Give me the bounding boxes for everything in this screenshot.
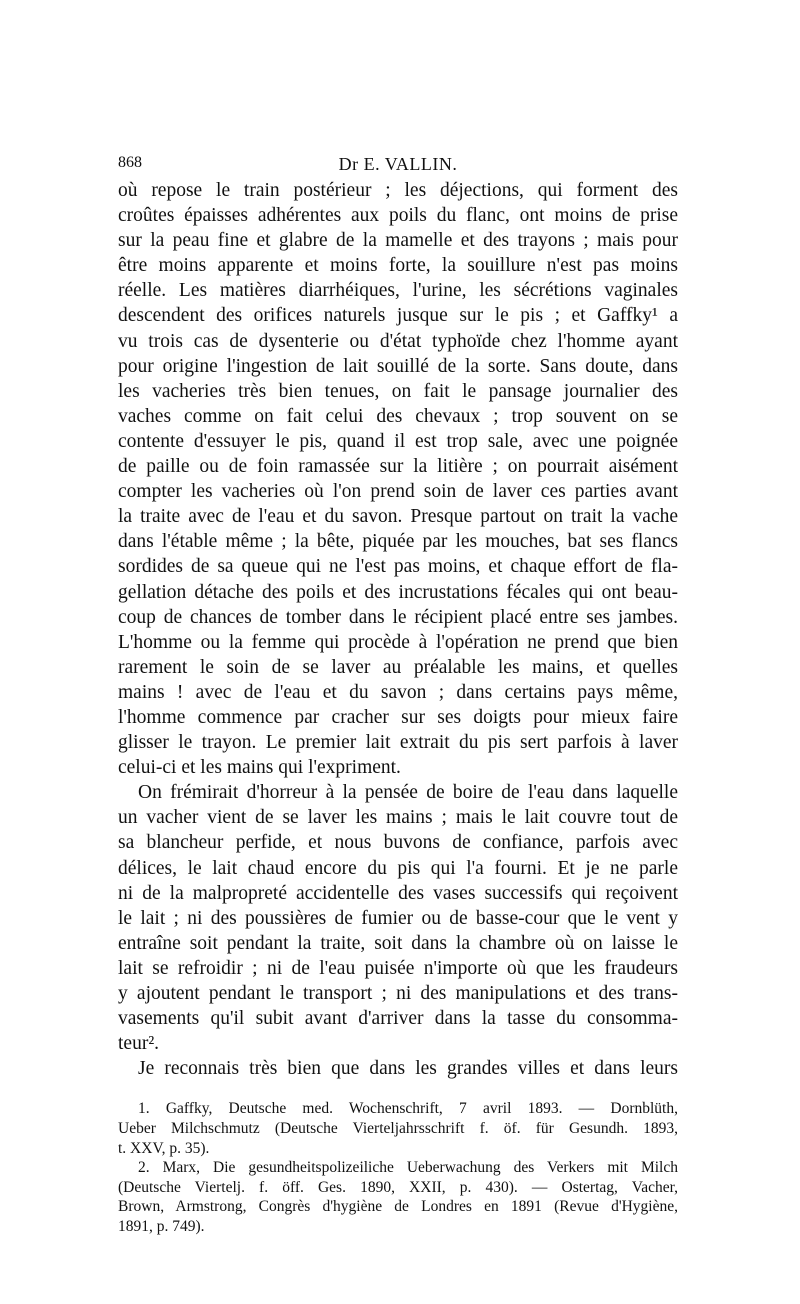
- text-line: le lait ; ni des poussières de fumier ou de basse-cour que le vent y: [118, 907, 678, 929]
- footnote-line: 2. Marx, Die gesundheitspolizeiliche Ueberwachung des Verkers mit Milch: [138, 1159, 678, 1177]
- text-line: entraîne soit pendant la traite, soit dans la chambre où on laisse le: [118, 932, 678, 954]
- footnote-line: Brown, Armstrong, Congrès d'hygiène de Londres en 1891 (Revue d'Hygiène,: [118, 1198, 678, 1216]
- text-line: glisser le trayon. Le premier lait extrait du pis sert parfois à laver: [118, 732, 678, 754]
- book-page: [118, 150, 678, 1237]
- text-line: Je reconnais très bien que dans les grandes villes et dans leurs: [138, 1058, 678, 1080]
- footnote-line: 1. Gaffky, Deutsche med. Wochenschrift, 7 avril 1893. — Dornblüth,: [138, 1100, 678, 1118]
- text-line: sordides de sa queue qui ne l'est pas moins, et chaque effort de fla-: [118, 556, 678, 578]
- text-line: gellation détache des poils et des incrustations fécales qui ont beau-: [118, 581, 678, 603]
- text-line: L'homme ou la femme qui procède à l'opération ne prend que bien: [118, 631, 678, 653]
- text-line: rarement le soin de se laver au préalable les mains, et quelles: [118, 656, 678, 678]
- text-line: délices, le lait chaud encore du pis qui l'a fourni. Et je ne parle: [118, 857, 678, 879]
- text-line: y ajoutent pendant le transport ; ni des manipulations et des trans-: [118, 983, 678, 1004]
- text-line: vasements qu'il subit avant d'arriver dans la tasse du consomma-: [118, 1008, 678, 1030]
- text-line: celui-ci et les mains qui l'expriment.: [118, 757, 401, 779]
- text-line: de paille ou de foin ramassée sur la litière ; on pourrait aisément: [118, 456, 678, 478]
- text-line: compter les vacheries où l'on prend soin de laver ces parties avant: [118, 481, 678, 503]
- footnote-line: t. XXV, p. 35).: [118, 1139, 210, 1157]
- text-line: vu trois cas de dysenterie ou d'état typhoïde chez l'homme ayant: [118, 330, 678, 352]
- footnotes: [118, 1099, 678, 1236]
- text-line: mains ! avec de l'eau et du savon ; dans certains pays même,: [118, 681, 678, 703]
- text-line: vaches comme on fait celui des chevaux ; trop souvent on se: [118, 405, 678, 427]
- text-line: teur².: [118, 1033, 160, 1055]
- footnote-line: Ueber Milchschmutz (Deutsche Vierteljahrsschrift f. öf. für Gesundh. 1893,: [118, 1119, 678, 1137]
- text-line: être moins apparente et moins forte, la souillure n'est pas moins: [118, 255, 678, 277]
- footnote-line: (Deutsche Viertelj. f. öff. Ges. 1890, XXII, p. 430). — Ostertag, Vacher,: [118, 1178, 678, 1196]
- text-line: descendent des orifices naturels jusque sur le pis ; et Gaffky¹ a: [118, 305, 678, 327]
- text-line: l'homme commence par cracher sur ses doigts pour mieux faire: [118, 706, 678, 728]
- text-line: contente d'essuyer le pis, quand il est trop sale, avec une poignée: [118, 430, 678, 452]
- text-line: lait se refroidir ; ni de l'eau puisée n'importe où que les fraudeurs: [118, 957, 678, 979]
- body-text: [118, 178, 678, 1081]
- text-line: pour origine l'ingestion de lait souillé de la sorte. Sans doute, dans: [118, 355, 678, 377]
- text-line: coup de chances de tomber dans le récipient placé entre ses jambes.: [118, 606, 678, 628]
- running-header: [118, 150, 678, 176]
- text-line: réelle. Les matières diarrhéiques, l'urine, les sécrétions vaginales: [118, 280, 678, 302]
- text-line: sur la peau fine et glabre de la mamelle et des trayons ; mais pour: [118, 230, 678, 252]
- footnote-line: 1891, p. 749).: [118, 1217, 205, 1235]
- text-line: la traite avec de l'eau et du savon. Presque partout on trait la vache: [118, 506, 678, 528]
- text-line: sa blancheur perfide, et nous buvons de confiance, parfois avec: [118, 832, 678, 854]
- text-line: ni de la malpropreté accidentelle des vases successifs qui reçoivent: [118, 882, 678, 904]
- text-line: un vacher vient de se laver les mains ; mais le lait couvre tout de: [118, 807, 678, 829]
- text-line: dans l'étable même ; la bête, piquée par les mouches, bat ses flancs: [118, 531, 678, 553]
- text-line: On frémirait d'horreur à la pensée de boire de l'eau dans laquelle: [138, 782, 678, 804]
- text-line: croûtes épaisses adhérentes aux poils du flanc, ont moins de prise: [118, 205, 678, 227]
- text-line: les vacheries très bien tenues, on fait le pansage journalier des: [118, 380, 678, 402]
- page-number: 868: [118, 154, 142, 171]
- text-line: où repose le train postérieur ; les déjections, qui forment des: [118, 180, 678, 201]
- running-title: Dr E. VALLIN.: [338, 154, 458, 174]
